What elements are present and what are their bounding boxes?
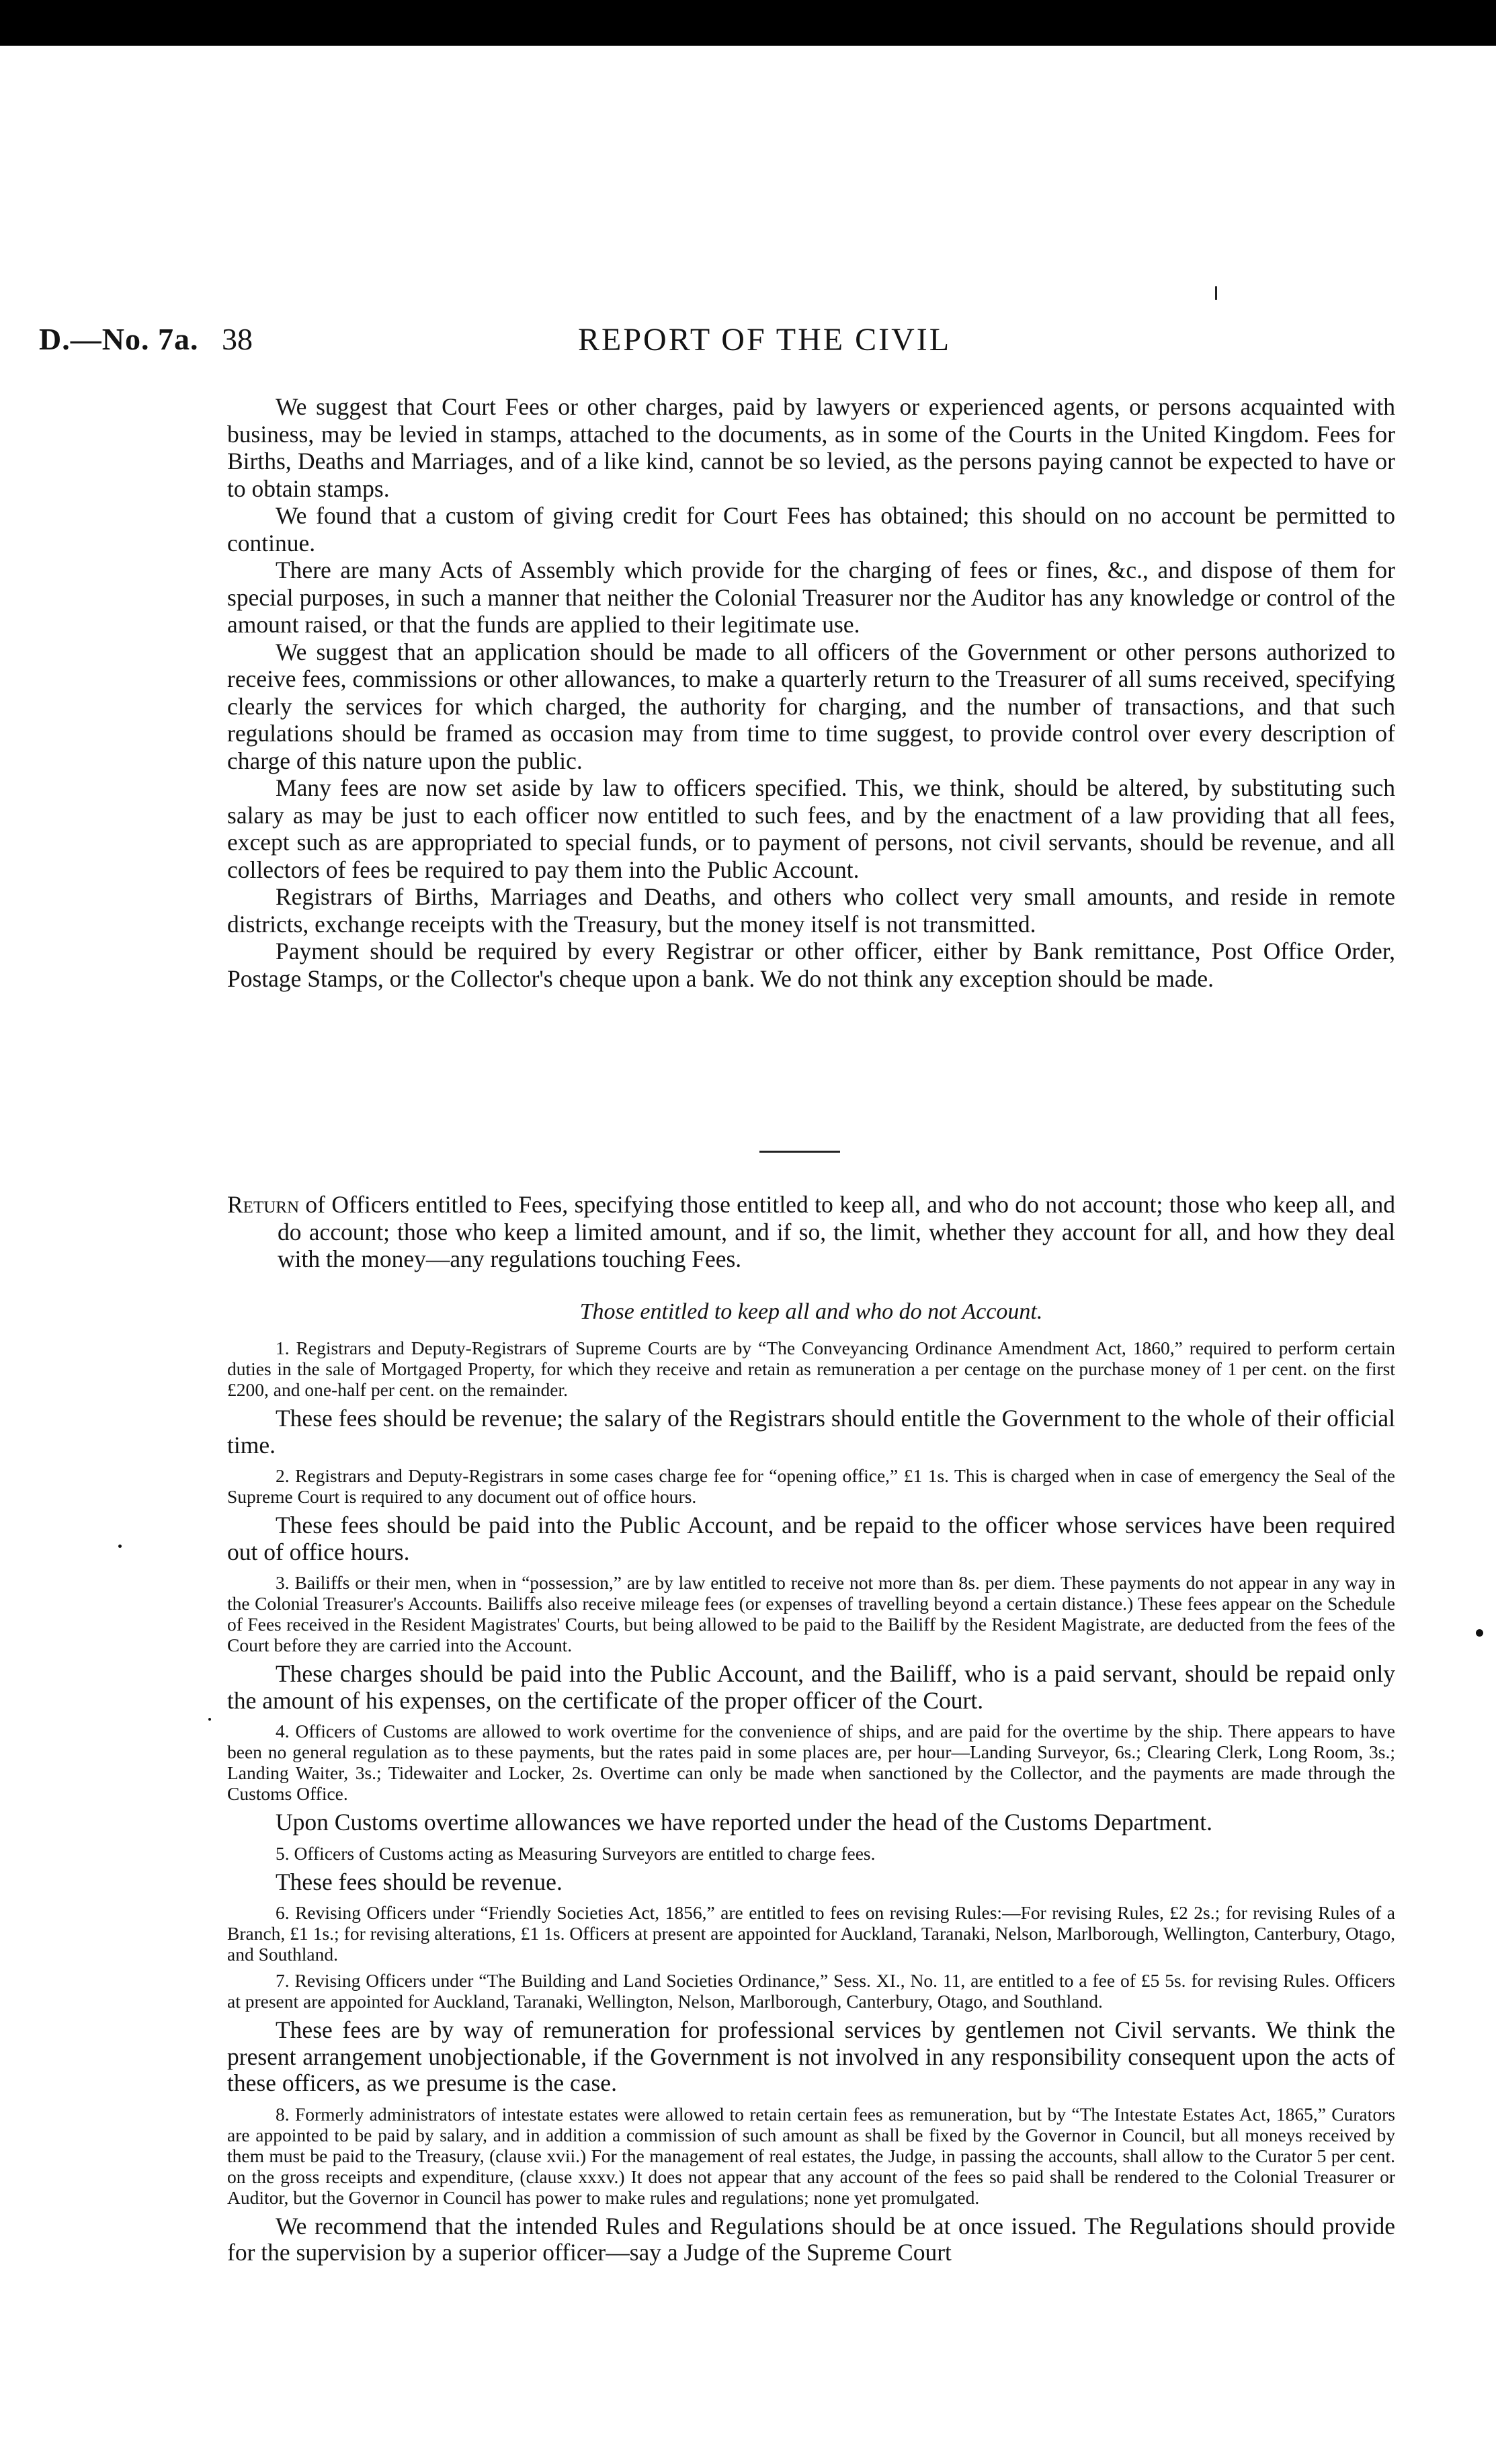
- commentary-8: We recommend that the intended Rules and Regulations should be at once issued. The Regulations should provide for the supervision by a superior officer—say a Judge of the Supreme Court: [227, 2212, 1395, 2266]
- intro-paragraph: We suggest that an application should be made to all officers of the Government or other persons authorized to receive fees, commissions or other allowances, to make a quarterly return to the Treasurer of all sums received, specifying clearly the services for which charged, the authority for charging, and the number of transactions, and that such regulations should be framed as occasion may from time to time suggest, to provide control over every description of charge of this nature upon the public.: [227, 638, 1395, 774]
- page-header: [0, 321, 1496, 368]
- running-title: REPORT OF THE CIVIL: [578, 322, 952, 358]
- section-subheading: Those entitled to keep all and who do not Account.: [579, 1299, 1043, 1324]
- document-reference: D.—No. 7a.: [39, 322, 199, 356]
- item-8: 8. Formerly administrators of intestate estates were allowed to retain certain fees as remuneration, but by “The Intestate Estates Act, 1865,” Curators are appointed to be paid by salary, and in addition a commission of such amount as shall be fixed by the Governor in Council, but all moneys received by them must be paid to the Treasury, (clause xvii.) For the management of real estates, the Judge, in passing the accounts, shall allow to the Curator 5 per cent. on the gross receipts and expenditure, (clause xxxv.) It does not appear that any account of the fees so paid shall be rendered to the Colonial Treasurer or Auditor, but the Governor in Council has power to make rules and regulations; none yet promulgated.: [227, 2103, 1395, 2208]
- return-heading: [227, 1191, 1395, 1273]
- commentary-6-7: These fees are by way of remuneration for professional services by gentlemen not Civil servants. We think the present arrangement unobjectionable, if the Government is not involved in any responsibility consequent upon the acts of these officers, as we presume is the case.: [227, 2016, 1395, 2096]
- fees-list: [227, 1338, 1395, 2266]
- item-7: 7. Revising Officers under “The Building and Land Societies Ordinance,” Sess. XI., No. 11, are entitled to a fee of £5 5s. for revising Rules. Officers at present are appointed for Auckland, Taranaki, Wellington, Nelson, Marlborough, Canterbury, Otago, and Southland.: [227, 1970, 1395, 2012]
- page-number: 38: [222, 322, 253, 356]
- commentary-5: These fees should be revenue.: [276, 1868, 563, 1895]
- return-heading-text: of Officers entitled to Fees, specifying those entitled to keep all, and who do not account; those who keep all, and do account; those who keep a limited amount, and if so, the limit, whether they account for all, and how they deal with the money—any regulations touching Fees.: [278, 1191, 1395, 1272]
- item-2: 2. Registrars and Deputy-Registrars in some cases charge fee for “opening office,” £1 1s. This is charged when in case of emergency the Seal of the Supreme Court is required to any document out of office hours.: [227, 1465, 1395, 1507]
- item-1: 1. Registrars and Deputy-Registrars of Supreme Courts are by “The Conveyancing Ordinance Amendment Act, 1860,” required to perform certain duties in the sale of Mortgaged Property, for which they receive and retain as remuneration a per centage on the purchase money of 1 per cent. on the first £200, and one-half per cent. on the remainder.: [227, 1338, 1395, 1400]
- intro-paragraph: Payment should be required by every Registrar or other officer, either by Bank remittance, Post Office Order, Postage Stamps, or the Collector's cheque upon a bank. We do not think any exception should be made.: [227, 938, 1395, 992]
- margin-mark: [118, 1545, 122, 1548]
- commentary-1: These fees should be revenue; the salary of the Registrars should entitle the Government to the whole of their official time.: [227, 1405, 1395, 1459]
- item-6: 6. Revising Officers under “Friendly Societies Act, 1856,” are entitled to fees on revising Rules:—For revising Rules, £2 2s.; for revising Rules of a Branch, £1 1s.; for revising alterations, £1 1s. Officers at present are appointed for Auckland, Taranaki, Nelson, Marlborough, Wellington, Canterbury, Otago, and Southland.: [227, 1902, 1395, 1965]
- intro-paragraph: We suggest that Court Fees or other charges, paid by lawyers or experienced agents, or persons acquainted with business, may be levied in stamps, attached to the documents, as in some of the Courts in the United Kingdom. Fees for Births, Deaths and Marriages, and of a like kind, cannot be so levied, as the persons paying cannot be expected to have or to obtain stamps.: [227, 393, 1395, 502]
- scan-mark: [1215, 286, 1217, 300]
- margin-mark: [208, 1718, 211, 1721]
- intro-paragraph: Many fees are now set aside by law to officers specified. This, we think, should be altered, by substituting such salary as may be just to each officer now entitled to such fees, and by the enactment of a law providing that all fees, except such as are appropriated to special funds, or to payment of persons, not civil servants, should be revenue, and all collectors of fees be required to pay them into the Public Account.: [227, 774, 1395, 883]
- section-divider: [759, 1151, 840, 1153]
- item-5: 5. Officers of Customs acting as Measuring Surveyors are entitled to charge fees.: [276, 1842, 876, 1864]
- commentary-2: These fees should be paid into the Public Account, and be repaid to the officer whose services have been required out of office hours.: [227, 1512, 1395, 1565]
- commentary-4: Upon Customs overtime allowances we have reported under the head of the Customs Department.: [276, 1809, 1212, 1836]
- margin-mark: [1476, 1629, 1483, 1637]
- item-3: 3. Bailiffs or their men, when in “possession,” are by law entitled to receive not more than 8s. per diem. These payments do not appear in any way in the Colonial Treasurer's Accounts. Bailiffs also receive mileage fees (or expenses of travelling beyond a certain distance.) These fees appear on the Schedule of Fees received in the Resident Magistrates' Courts, but being allowed to be paid to the Bailiff by the Resident Magistrate, are deducted from the fees of the Court before they are carried into the Account.: [227, 1572, 1395, 1655]
- intro-paragraph: We found that a custom of giving credit for Court Fees has obtained; this should on no account be permitted to continue.: [227, 502, 1395, 557]
- intro-paragraph: Registrars of Births, Marriages and Deaths, and others who collect very small amounts, and reside in remote districts, exchange receipts with the Treasury, but the money itself is not transmitted.: [227, 883, 1395, 938]
- commentary-3: These charges should be paid into the Public Account, and the Bailiff, who is a paid servant, should be repaid only the amount of his expenses, on the certificate of the proper officer of the Court.: [227, 1660, 1395, 1714]
- item-4: 4. Officers of Customs are allowed to work overtime for the convenience of ships, and are paid for the overtime by the ship. There appears to have been no general regulation as to these payments, but the rates paid in some places are, per hour—Landing Surveyor, 6s.; Clearing Clerk, Long Room, 3s.; Landing Waiter, 3s.; Tidewaiter and Locker, 2s. Overtime can only be made when sanctioned by the Collector, and the payments are made through the Customs Office.: [227, 1721, 1395, 1804]
- intro-section: [227, 393, 1395, 992]
- intro-paragraph: There are many Acts of Assembly which provide for the charging of fees or fines, &c., and dispose of them for special purposes, in such a manner that neither the Colonial Treasurer nor the Auditor has any knowledge or control of the amount raised, or that the funds are applied to their legitimate use.: [227, 557, 1395, 638]
- scan-top-border: [0, 0, 1496, 46]
- return-lead-word: Return: [227, 1191, 300, 1218]
